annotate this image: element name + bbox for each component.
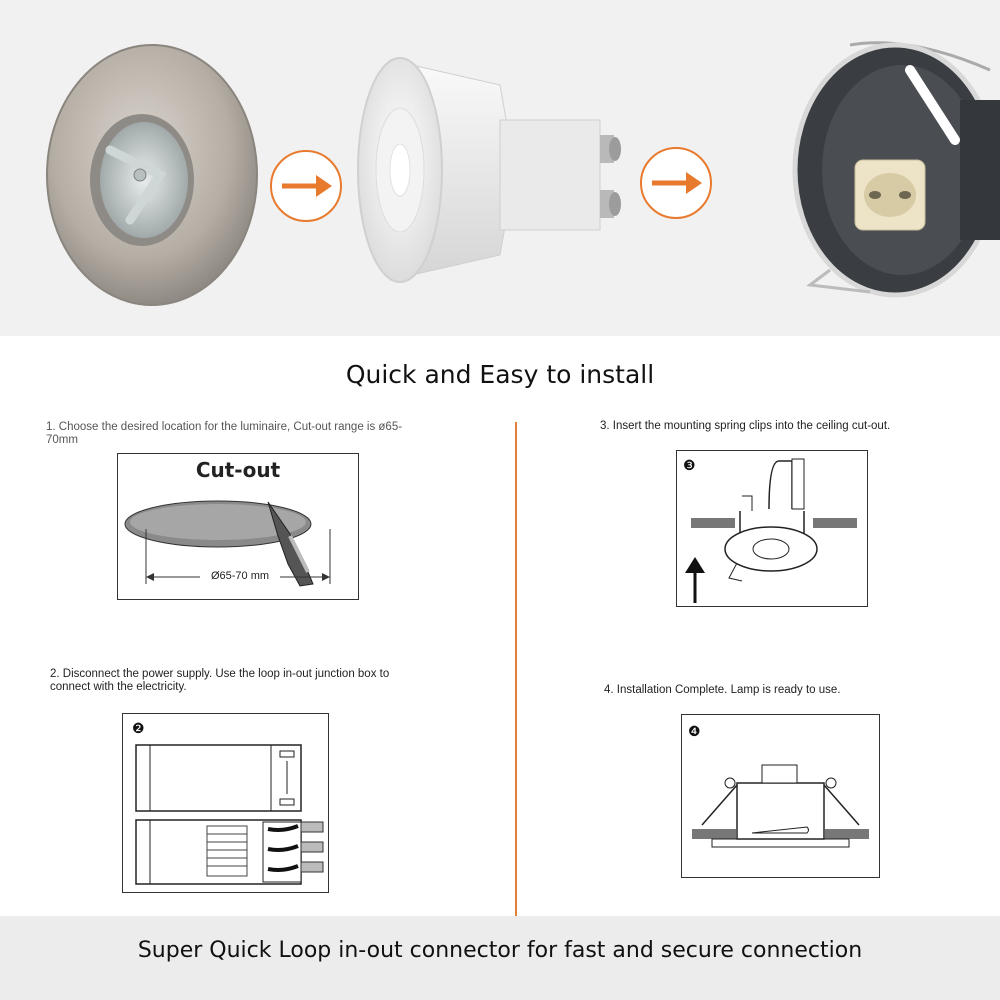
arrow-right-icon [638, 145, 714, 221]
cut-out-dimension: Ø65-70 mm [210, 570, 270, 582]
step-4-badge: ❹ [688, 723, 701, 739]
footer-title: Super Quick Loop in-out connector for fast and secure connection [137, 938, 863, 963]
step-1-figure [117, 453, 359, 600]
column-divider [515, 422, 517, 916]
page-title: Quick and Easy to install [345, 360, 655, 389]
cut-out-title: Cut-out [195, 458, 281, 482]
step-2-figure [122, 713, 329, 893]
step-4-text: 4. Installation Complete. Lamp is ready to use. [604, 684, 841, 696]
step-1-text: 1. Choose the desired location for the luminaire, Cut-out range is ø65-70mm [46, 421, 403, 446]
step-4-figure [681, 714, 880, 878]
bezel-trim-ring-image [30, 40, 280, 320]
step-2-text: 2. Disconnect the power supply. Use the loop in-out junction box to connect with the electricity. [50, 668, 390, 693]
step-3-badge: ❸ [683, 457, 696, 473]
downlight-housing-image [790, 30, 1000, 300]
step-2-badge: ❷ [132, 720, 145, 736]
arrow-right-icon [268, 148, 344, 224]
step-3-figure [676, 450, 868, 607]
step-3-text: 3. Insert the mounting spring clips into the ceiling cut-out. [600, 420, 891, 432]
gu10-led-bulb-image [350, 40, 630, 320]
